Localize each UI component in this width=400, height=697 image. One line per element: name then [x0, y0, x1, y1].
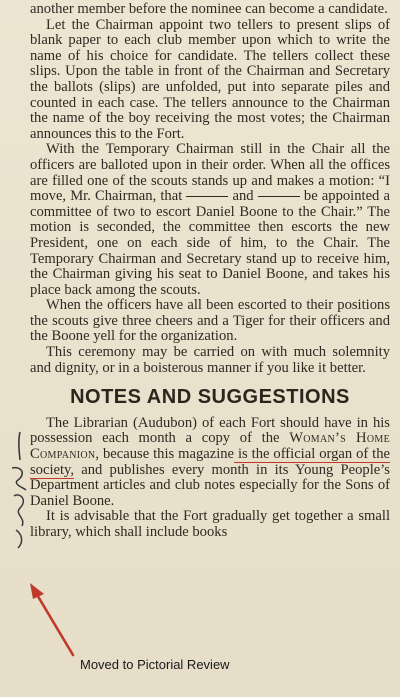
- paragraph-6: [30, 416, 390, 510]
- blank-line: [258, 196, 300, 197]
- paragraph-3: [30, 142, 390, 298]
- text-column: [30, 2, 390, 541]
- magazine-name: Woman’s Home Companion: [30, 430, 390, 463]
- blank-line: [186, 196, 228, 197]
- paragraph-3-and: and: [232, 188, 254, 205]
- paragraph-4: When the officers have all been escorted to their positions the scouts give three cheers and a Tiger for their officers and the Boone yell for the organization.: [30, 297, 390, 345]
- annotation-note: Moved to Pictorial Review: [80, 657, 230, 672]
- paragraph-7: It is advisable that the Fort gradually get together a small library, which shall include books: [30, 508, 390, 540]
- paragraph-2: Let the Chairman appoint two tellers to present slips of blank paper to each club member upon which to write the name of his choice for candidate. The tellers collect these slips. Upon the table in front of the Chairman and Secretary the ballots (slips) are unfolded, put into separate piles and counted in each case. The tellers announce to the Chairman the name of the boy receiving the most votes; the Chairman announces this to the Fort.: [30, 16, 390, 142]
- paragraph-6-part-b: , because this magazine: [95, 446, 235, 463]
- section-heading: NOTES AND SUGGESTIONS: [70, 386, 350, 409]
- paragraph-5: This ceremony may be carried on with much solemnity and dignity, or in a boisterous manner if you like it better.: [30, 344, 390, 376]
- paragraph-3-part-a: With the Temporary Chairman still in the Chair all the officers are balloted upon in their order. When all the offices are filled one of the scouts stands up and makes a motion: “I move, Mr. Chairman, that: [30, 141, 390, 205]
- paragraph-6-part-a: The Librarian (Audubon) of each Fort should have in his possession each month a copy of the: [30, 414, 390, 447]
- underlined-phrase: is the official organ of the society,: [30, 446, 390, 478]
- paragraph-1: another member before the nominee can become a candidate.: [30, 1, 388, 17]
- margin-pencil-mark: [6, 430, 32, 555]
- paragraph-3-part-b: be appointed a committee of two to escort Daniel Boone to the Chair.” The motion is seconded, the committee then escorts the new President, one on each side of him, to the Chair. The Temporary Chairman and Secretary stand up to receive him, the Chairman giving his seat to Daniel Boone, and takes his place back among the scouts.: [30, 188, 390, 298]
- paragraph-6-part-c: and publishes every month in its Young People’s Department articles and club notes especially for the Sons of Daniel Boone.: [30, 461, 390, 509]
